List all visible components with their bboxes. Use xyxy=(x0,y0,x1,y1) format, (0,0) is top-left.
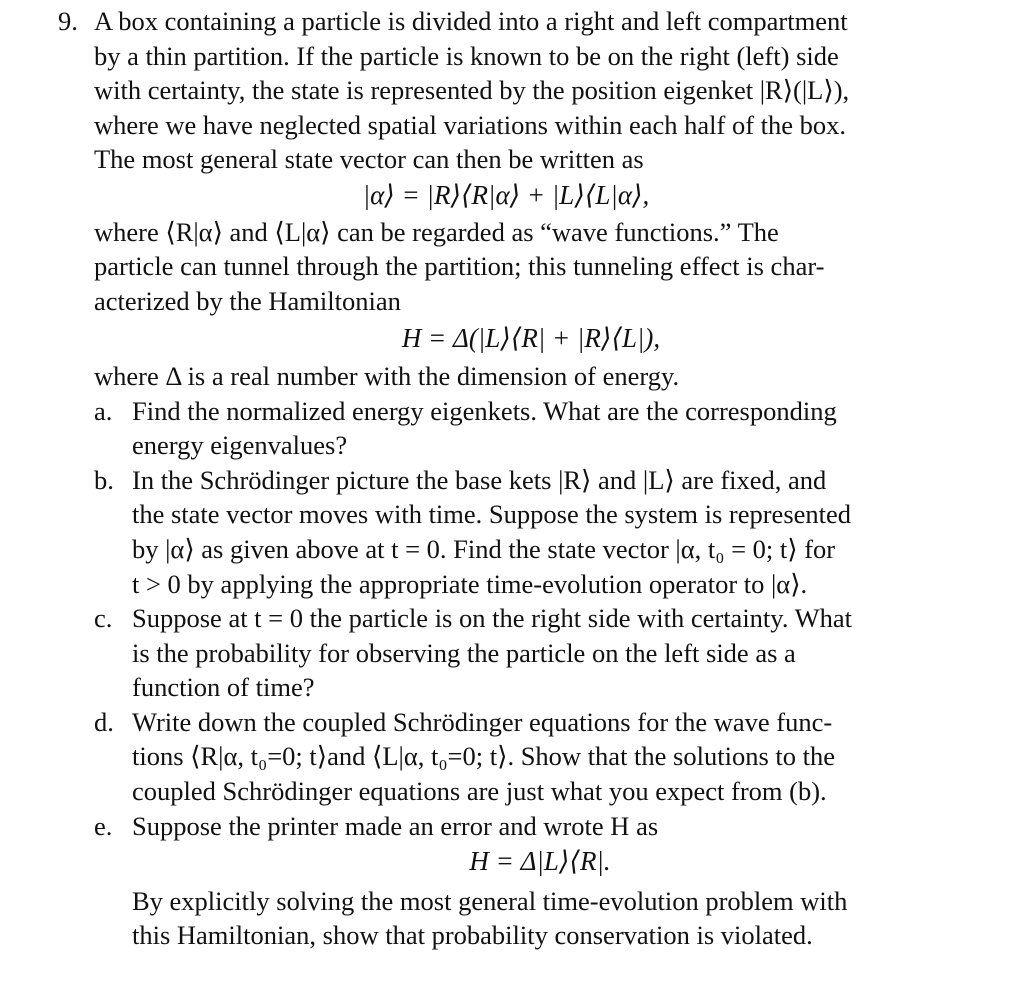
text-line: t > 0 by applying the appropriate time-evolution operator to |α⟩. xyxy=(132,568,808,599)
text-line: where ⟨R|α⟩ and ⟨L|α⟩ can be regarded as “wave functions.” The xyxy=(94,216,779,247)
part-label: b. xyxy=(94,464,114,495)
text-line: particle can tunnel through the partition; this tunneling effect is char- xyxy=(94,251,825,282)
text-line: Suppose at t = 0 the particle is on the right side with certainty. What xyxy=(132,603,852,634)
problem-number: 9. xyxy=(58,6,78,36)
part-d xyxy=(94,705,978,809)
part-label: d. xyxy=(94,706,114,737)
part-e xyxy=(94,809,978,953)
text-line: the state vector moves with time. Suppose the system is represented xyxy=(132,499,852,530)
text-line: energy eigenvalues? xyxy=(132,430,348,461)
text-line: In the Schrödinger picture the base kets |R⟩ and |L⟩ are fixed, and xyxy=(132,464,827,495)
text-line: where Δ is a real number with the dimension of energy. xyxy=(94,360,680,391)
text-line: Find the normalized energy eigenkets. What are the corresponding xyxy=(132,395,837,426)
text-line: coupled Schrödinger equations are just what you expect from (b). xyxy=(132,776,827,807)
text-line: by a thin partition. If the particle is known to be on the right (left) side xyxy=(94,40,839,71)
text-line: acterized by the Hamiltonian xyxy=(94,285,401,316)
text-line: this Hamiltonian, show that probability conservation is violated. xyxy=(132,920,813,951)
text-line: where we have neglected spatial variations within each half of the box. xyxy=(94,109,847,140)
problem-9 xyxy=(58,4,978,953)
problem-intro xyxy=(94,4,978,177)
erroneous-hamiltonian-equation: H = Δ|L⟩⟨R|. xyxy=(469,846,611,877)
text-line: tions ⟨R|α, t₀=0; t⟩and ⟨L|α, t₀=0; t⟩. Show that the solutions to the xyxy=(132,741,836,772)
text-line: with certainty, the state is represented by the position eigenket |R⟩(|L⟩), xyxy=(94,75,850,106)
text-line: function of time? xyxy=(132,672,315,703)
text-line: is the probability for observing the particle on the left side as a xyxy=(132,637,796,668)
part-a xyxy=(94,394,978,463)
text-line: Suppose the printer made an error and wrote H as xyxy=(132,810,659,841)
problem-middle xyxy=(94,215,978,319)
part-label: e. xyxy=(94,810,113,841)
text-line: The most general state vector can then be written as xyxy=(94,144,644,175)
text-line: by |α⟩ as given above at t = 0. Find the state vector |α, t₀ = 0; t⟩ for xyxy=(132,533,836,564)
part-label: c. xyxy=(94,603,113,634)
part-label: a. xyxy=(94,395,113,426)
problem-parts xyxy=(94,394,978,954)
hamiltonian-equation: H = Δ(|L⟩⟨R| + |R⟩⟨L|), xyxy=(401,323,661,354)
state-vector-equation: |α⟩ = |R⟩⟨R|α⟩ + |L⟩⟨L|α⟩, xyxy=(362,179,650,210)
text-line: A box containing a particle is divided into a right and left compartment xyxy=(94,6,848,36)
part-c xyxy=(94,601,978,705)
part-b xyxy=(94,463,978,601)
text-line: Write down the coupled Schrödinger equations for the wave func- xyxy=(132,706,833,737)
text-line: By explicitly solving the most general time-evolution problem with xyxy=(132,885,848,916)
